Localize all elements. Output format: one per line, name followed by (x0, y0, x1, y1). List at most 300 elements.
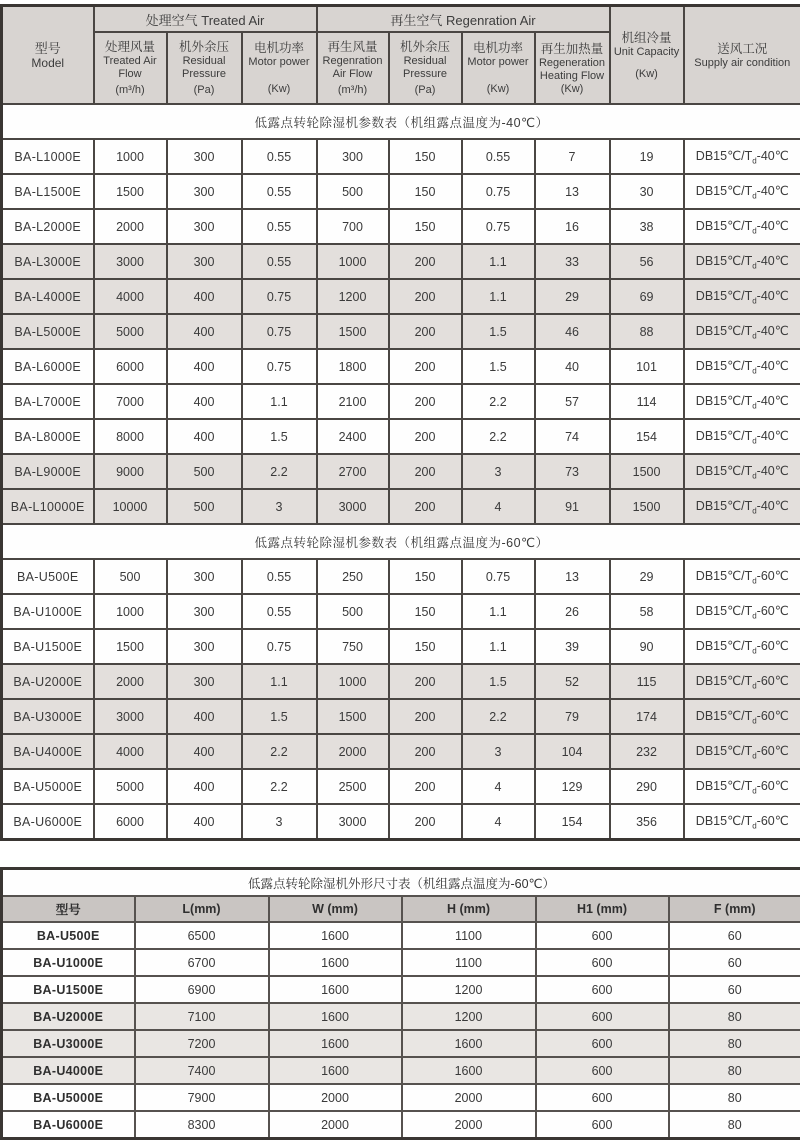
model-cell: BA-U3000E (2, 1030, 135, 1057)
supply-condition-cell: $DB15℃/T_d-40℃$ (684, 139, 800, 174)
value-cell: 600 (536, 1084, 669, 1111)
supply-condition-cell: $DB15℃/T_d-40℃$ (684, 314, 800, 349)
spec-table-row (2, 139, 800, 174)
value-cell: 1600 (402, 1030, 536, 1057)
spec-table-row (2, 349, 800, 384)
value-cell: 1.1 (462, 279, 535, 314)
value-cell: 500 (94, 559, 167, 594)
value-cell: 600 (536, 1111, 669, 1139)
model-cell: BA-L9000E (2, 454, 94, 489)
model-cell: BA-L5000E (2, 314, 94, 349)
value-cell: 69 (610, 279, 684, 314)
dim-table-row (2, 1030, 800, 1057)
value-cell: 129 (535, 769, 610, 804)
value-cell: 2000 (402, 1111, 536, 1139)
value-cell: 101 (610, 349, 684, 384)
value-cell: 0.75 (462, 209, 535, 244)
value-cell: 750 (317, 629, 389, 664)
value-cell: 200 (389, 314, 462, 349)
value-cell: 200 (389, 419, 462, 454)
spec-table-row (2, 629, 800, 664)
value-cell: 2000 (269, 1111, 402, 1139)
model-cell: BA-L7000E (2, 384, 94, 419)
value-cell: 60 (669, 922, 800, 949)
value-cell: 4 (462, 804, 535, 840)
value-cell: 1500 (317, 314, 389, 349)
value-cell: 57 (535, 384, 610, 419)
value-cell: 6000 (94, 804, 167, 840)
value-cell: 73 (535, 454, 610, 489)
value-cell: 0.55 (242, 594, 317, 629)
value-cell: 200 (389, 804, 462, 840)
value-cell: 46 (535, 314, 610, 349)
value-cell: 0.55 (242, 174, 317, 209)
model-cell: BA-U500E (2, 922, 135, 949)
spec-table-row (2, 419, 800, 454)
value-cell: 500 (317, 594, 389, 629)
value-cell: 200 (389, 664, 462, 699)
value-cell: 1000 (317, 244, 389, 279)
value-cell: 232 (610, 734, 684, 769)
supply-condition-cell: $DB15℃/T_d-40℃$ (684, 384, 800, 419)
dim-table-row (2, 1111, 800, 1139)
value-cell: 16 (535, 209, 610, 244)
model-cell: BA-U5000E (2, 1084, 135, 1111)
model-cell: BA-U500E (2, 559, 94, 594)
value-cell: 0.75 (242, 349, 317, 384)
supply-condition-cell: $DB15℃/T_d-40℃$ (684, 454, 800, 489)
value-cell: 5000 (94, 769, 167, 804)
spec-table-row (2, 384, 800, 419)
col-cn: 机外余压 (391, 39, 460, 55)
value-cell: 2000 (94, 664, 167, 699)
supply-condition-cell: $DB15℃/T_d-60℃$ (684, 559, 800, 594)
spec-table-row (2, 314, 800, 349)
value-cell: 1200 (402, 1003, 536, 1030)
value-cell: 30 (610, 174, 684, 209)
dim-table-row (2, 949, 800, 976)
dim-title-row (2, 869, 800, 897)
value-cell: 2.2 (242, 734, 317, 769)
section-title-row (2, 104, 800, 139)
supply-condition-cell: $DB15℃/T_d-60℃$ (684, 804, 800, 840)
value-cell: 33 (535, 244, 610, 279)
value-cell: 39 (535, 629, 610, 664)
value-cell: 2000 (317, 734, 389, 769)
value-cell: 1500 (94, 174, 167, 209)
value-cell: 400 (167, 769, 242, 804)
value-cell: 8000 (94, 419, 167, 454)
value-cell: 0.55 (462, 139, 535, 174)
col-en: Treated Air Flow (96, 55, 165, 81)
value-cell: 7100 (135, 1003, 269, 1030)
value-cell: 300 (167, 209, 242, 244)
value-cell: 13 (535, 174, 610, 209)
value-cell: 80 (669, 1084, 800, 1111)
value-cell: 1.1 (242, 384, 317, 419)
spec-table-header (2, 6, 800, 105)
value-cell: 300 (317, 139, 389, 174)
value-cell: 7900 (135, 1084, 269, 1111)
col-header-residual-pressure-2 (389, 32, 462, 104)
dim-table-row (2, 976, 800, 1003)
col-en: Motor power (464, 56, 533, 69)
value-cell: 0.55 (242, 209, 317, 244)
value-cell: 80 (669, 1057, 800, 1084)
value-cell: 290 (610, 769, 684, 804)
value-cell: 200 (389, 279, 462, 314)
value-cell: 7000 (94, 384, 167, 419)
value-cell: 1.5 (462, 314, 535, 349)
supply-condition-cell: $DB15℃/T_d-40℃$ (684, 489, 800, 524)
value-cell: 600 (536, 976, 669, 1003)
value-cell: 3000 (94, 699, 167, 734)
value-cell: 154 (610, 419, 684, 454)
value-cell: 300 (167, 174, 242, 209)
value-cell: 91 (535, 489, 610, 524)
supply-condition-cell: $DB15℃/T_d-40℃$ (684, 419, 800, 454)
col-unit: (Kw) (244, 83, 315, 96)
treated-air-group-header: 处理空气 Treated Air (94, 6, 317, 33)
model-cell: BA-U6000E (2, 804, 94, 840)
value-cell: 115 (610, 664, 684, 699)
col-header-regen-flow (317, 32, 389, 104)
value-cell: 88 (610, 314, 684, 349)
value-cell: 7400 (135, 1057, 269, 1084)
value-cell: 1600 (269, 949, 402, 976)
col-header-residual-pressure-1 (167, 32, 242, 104)
col-cn: 再生风量 (319, 39, 387, 55)
col-cn: 处理风量 (96, 39, 165, 55)
value-cell: 1.5 (462, 664, 535, 699)
spec-table-row (2, 489, 800, 524)
spec-table-row (2, 559, 800, 594)
value-cell: 400 (167, 734, 242, 769)
col-cn: 电机功率 (464, 40, 533, 56)
value-cell: 26 (535, 594, 610, 629)
value-cell: 150 (389, 594, 462, 629)
model-cell: BA-L10000E (2, 489, 94, 524)
value-cell: 3 (242, 804, 317, 840)
value-cell: 150 (389, 174, 462, 209)
value-cell: 2700 (317, 454, 389, 489)
value-cell: 300 (167, 559, 242, 594)
col-en: Residual Pressure (391, 55, 460, 81)
value-cell: 52 (535, 664, 610, 699)
value-cell: 0.55 (242, 139, 317, 174)
value-cell: 600 (536, 949, 669, 976)
dim-table-row (2, 1057, 800, 1084)
unit-capacity-cn: 机组冷量 (612, 30, 682, 46)
value-cell: 1.5 (242, 699, 317, 734)
supply-condition-cell: $DB15℃/T_d-60℃$ (684, 594, 800, 629)
supply-condition-cell: $DB15℃/T_d-60℃$ (684, 699, 800, 734)
value-cell: 200 (389, 244, 462, 279)
dim-table-row (2, 922, 800, 949)
value-cell: 5000 (94, 314, 167, 349)
value-cell: 700 (317, 209, 389, 244)
model-cell: BA-L1500E (2, 174, 94, 209)
value-cell: 114 (610, 384, 684, 419)
value-cell: 0.75 (462, 174, 535, 209)
value-cell: 80 (669, 1003, 800, 1030)
value-cell: 500 (317, 174, 389, 209)
col-unit: (m³/h) (319, 84, 387, 97)
dim-table-title: 低露点转轮除湿机外形尺寸表（机组露点温度为-60℃） (2, 869, 800, 897)
value-cell: 90 (610, 629, 684, 664)
model-cell: BA-U2000E (2, 1003, 135, 1030)
value-cell: 150 (389, 209, 462, 244)
supply-condition-cell: $DB15℃/T_d-60℃$ (684, 734, 800, 769)
value-cell: 0.75 (242, 314, 317, 349)
value-cell: 4 (462, 769, 535, 804)
value-cell: 1600 (269, 976, 402, 1003)
value-cell: 300 (167, 629, 242, 664)
value-cell: 1600 (269, 922, 402, 949)
value-cell: 40 (535, 349, 610, 384)
value-cell: 2.2 (462, 699, 535, 734)
spec-table-row (2, 174, 800, 209)
model-cell: BA-U1500E (2, 976, 135, 1003)
model-cell: BA-L2000E (2, 209, 94, 244)
table-gap (0, 841, 800, 867)
value-cell: 58 (610, 594, 684, 629)
value-cell: 74 (535, 419, 610, 454)
col-cn: 再生加热量 (537, 41, 608, 57)
col-cn: 机外余压 (169, 39, 240, 55)
value-cell: 1500 (94, 629, 167, 664)
value-cell: 29 (610, 559, 684, 594)
model-cell: BA-L1000E (2, 139, 94, 174)
model-cell: BA-L3000E (2, 244, 94, 279)
value-cell: 7 (535, 139, 610, 174)
model-header-cn: 型号 (4, 41, 92, 57)
value-cell: 1.1 (462, 594, 535, 629)
model-cell: BA-U2000E (2, 664, 94, 699)
model-cell: BA-L8000E (2, 419, 94, 454)
value-cell: 200 (389, 699, 462, 734)
col-unit: (Kw) (464, 83, 533, 96)
model-cell: BA-U1000E (2, 949, 135, 976)
value-cell: 2.2 (462, 384, 535, 419)
value-cell: 300 (167, 244, 242, 279)
value-cell: 300 (167, 139, 242, 174)
spec-table-body (2, 104, 800, 840)
value-cell: 1.1 (242, 664, 317, 699)
unit-capacity-en: Unit Capacity (612, 46, 682, 59)
value-cell: 60 (669, 949, 800, 976)
value-cell: 250 (317, 559, 389, 594)
value-cell: 1000 (94, 594, 167, 629)
value-cell: 2000 (94, 209, 167, 244)
value-cell: 2500 (317, 769, 389, 804)
value-cell: 29 (535, 279, 610, 314)
supply-condition-cell: $DB15℃/T_d-40℃$ (684, 279, 800, 314)
value-cell: 1200 (317, 279, 389, 314)
value-cell: 0.75 (242, 279, 317, 314)
value-cell: 2400 (317, 419, 389, 454)
value-cell: 1500 (317, 699, 389, 734)
model-cell: BA-U1500E (2, 629, 94, 664)
model-cell: BA-U4000E (2, 734, 94, 769)
value-cell: 1500 (610, 454, 684, 489)
value-cell: 1600 (269, 1030, 402, 1057)
supply-header-en: Supply air condition (686, 57, 800, 70)
value-cell: 400 (167, 804, 242, 840)
supply-condition-cell: $DB15℃/T_d-40℃$ (684, 349, 800, 384)
spec-table-row (2, 734, 800, 769)
dimension-table-body (2, 869, 800, 1139)
value-cell: 9000 (94, 454, 167, 489)
value-cell: 79 (535, 699, 610, 734)
value-cell: 200 (389, 489, 462, 524)
section-title: 低露点转轮除湿机参数表（机组露点温度为-60℃） (2, 524, 800, 559)
value-cell: 0.55 (242, 244, 317, 279)
supply-condition-cell: $DB15℃/T_d-60℃$ (684, 629, 800, 664)
value-cell: 2.2 (242, 454, 317, 489)
supply-air-header (684, 6, 800, 105)
value-cell: 60 (669, 976, 800, 1003)
supply-condition-cell: $DB15℃/T_d-60℃$ (684, 769, 800, 804)
col-header-regen-heating (535, 32, 610, 104)
value-cell: 3000 (317, 489, 389, 524)
col-header-treated-flow (94, 32, 167, 104)
spec-table-row (2, 664, 800, 699)
spec-table-row (2, 804, 800, 840)
dim-column-header: W (mm) (269, 896, 402, 922)
value-cell: 1000 (94, 139, 167, 174)
value-cell: 150 (389, 139, 462, 174)
value-cell: 3 (242, 489, 317, 524)
dim-table-row (2, 1084, 800, 1111)
supply-condition-cell: $DB15℃/T_d-40℃$ (684, 174, 800, 209)
value-cell: 200 (389, 384, 462, 419)
value-cell: 1000 (317, 664, 389, 699)
spec-table-row (2, 279, 800, 314)
value-cell: 300 (167, 664, 242, 699)
value-cell: 13 (535, 559, 610, 594)
col-unit: (Pa) (391, 84, 460, 97)
value-cell: 3 (462, 454, 535, 489)
value-cell: 104 (535, 734, 610, 769)
section-title-row (2, 524, 800, 559)
value-cell: 500 (167, 489, 242, 524)
value-cell: 150 (389, 559, 462, 594)
regeneration-air-group-header: 再生空气 Regenration Air (317, 6, 610, 33)
value-cell: 200 (389, 769, 462, 804)
value-cell: 2000 (402, 1084, 536, 1111)
col-en: Regeneration Heating Flow (537, 57, 608, 83)
value-cell: 2100 (317, 384, 389, 419)
dim-table-row (2, 1003, 800, 1030)
model-cell: BA-U3000E (2, 699, 94, 734)
value-cell: 6900 (135, 976, 269, 1003)
value-cell: 200 (389, 454, 462, 489)
dimension-table (0, 867, 800, 1140)
value-cell: 4 (462, 489, 535, 524)
model-cell: BA-L4000E (2, 279, 94, 314)
value-cell: 150 (389, 629, 462, 664)
model-cell: BA-U5000E (2, 769, 94, 804)
value-cell: 3000 (94, 244, 167, 279)
supply-condition-cell: $DB15℃/T_d-60℃$ (684, 664, 800, 699)
col-header-motor-power-2 (462, 32, 535, 104)
supply-header-cn: 送风工况 (686, 41, 800, 57)
value-cell: 1100 (402, 922, 536, 949)
section-title: 低露点转轮除湿机参数表（机组露点温度为-40℃） (2, 104, 800, 139)
model-cell: BA-U6000E (2, 1111, 135, 1139)
value-cell: 1800 (317, 349, 389, 384)
dim-column-header: H1 (mm) (536, 896, 669, 922)
spec-table-row (2, 594, 800, 629)
col-header-motor-power-1 (242, 32, 317, 104)
value-cell: 500 (167, 454, 242, 489)
col-cn: 电机功率 (244, 40, 315, 56)
value-cell: 0.75 (242, 629, 317, 664)
value-cell: 400 (167, 279, 242, 314)
col-unit: (Kw) (537, 83, 608, 96)
dim-column-header: F (mm) (669, 896, 800, 922)
dim-header-row (2, 896, 800, 922)
value-cell: 400 (167, 699, 242, 734)
spec-table-row (2, 769, 800, 804)
value-cell: 80 (669, 1111, 800, 1139)
value-cell: 400 (167, 419, 242, 454)
value-cell: 6500 (135, 922, 269, 949)
model-cell: BA-L6000E (2, 349, 94, 384)
value-cell: 154 (535, 804, 610, 840)
value-cell: 200 (389, 349, 462, 384)
col-unit: (m³/h) (96, 84, 165, 97)
value-cell: 2.2 (242, 769, 317, 804)
model-column-header (2, 6, 94, 105)
value-cell: 19 (610, 139, 684, 174)
value-cell: 1500 (610, 489, 684, 524)
supply-condition-cell: $DB15℃/T_d-40℃$ (684, 244, 800, 279)
value-cell: 400 (167, 314, 242, 349)
value-cell: 600 (536, 1057, 669, 1084)
value-cell: 2000 (269, 1084, 402, 1111)
supply-condition-cell: $DB15℃/T_d-40℃$ (684, 209, 800, 244)
col-en: Residual Pressure (169, 55, 240, 81)
value-cell: 4000 (94, 279, 167, 314)
value-cell: 4000 (94, 734, 167, 769)
value-cell: 400 (167, 349, 242, 384)
value-cell: 600 (536, 1030, 669, 1057)
value-cell: 1600 (269, 1003, 402, 1030)
value-cell: 0.55 (242, 559, 317, 594)
model-cell: BA-U1000E (2, 594, 94, 629)
value-cell: 1200 (402, 976, 536, 1003)
value-cell: 1.1 (462, 629, 535, 664)
value-cell: 174 (610, 699, 684, 734)
value-cell: 38 (610, 209, 684, 244)
value-cell: 600 (536, 922, 669, 949)
value-cell: 3 (462, 734, 535, 769)
value-cell: 1600 (269, 1057, 402, 1084)
value-cell: 0.75 (462, 559, 535, 594)
value-cell: 7200 (135, 1030, 269, 1057)
value-cell: 56 (610, 244, 684, 279)
dehumidifier-spec-table (0, 4, 800, 841)
dim-column-header: H (mm) (402, 896, 536, 922)
value-cell: 300 (167, 594, 242, 629)
value-cell: 1.1 (462, 244, 535, 279)
model-cell: BA-U4000E (2, 1057, 135, 1084)
dim-column-header: 型号 (2, 896, 135, 922)
col-en: Regenration Air Flow (319, 55, 387, 81)
unit-capacity-header (610, 6, 684, 105)
